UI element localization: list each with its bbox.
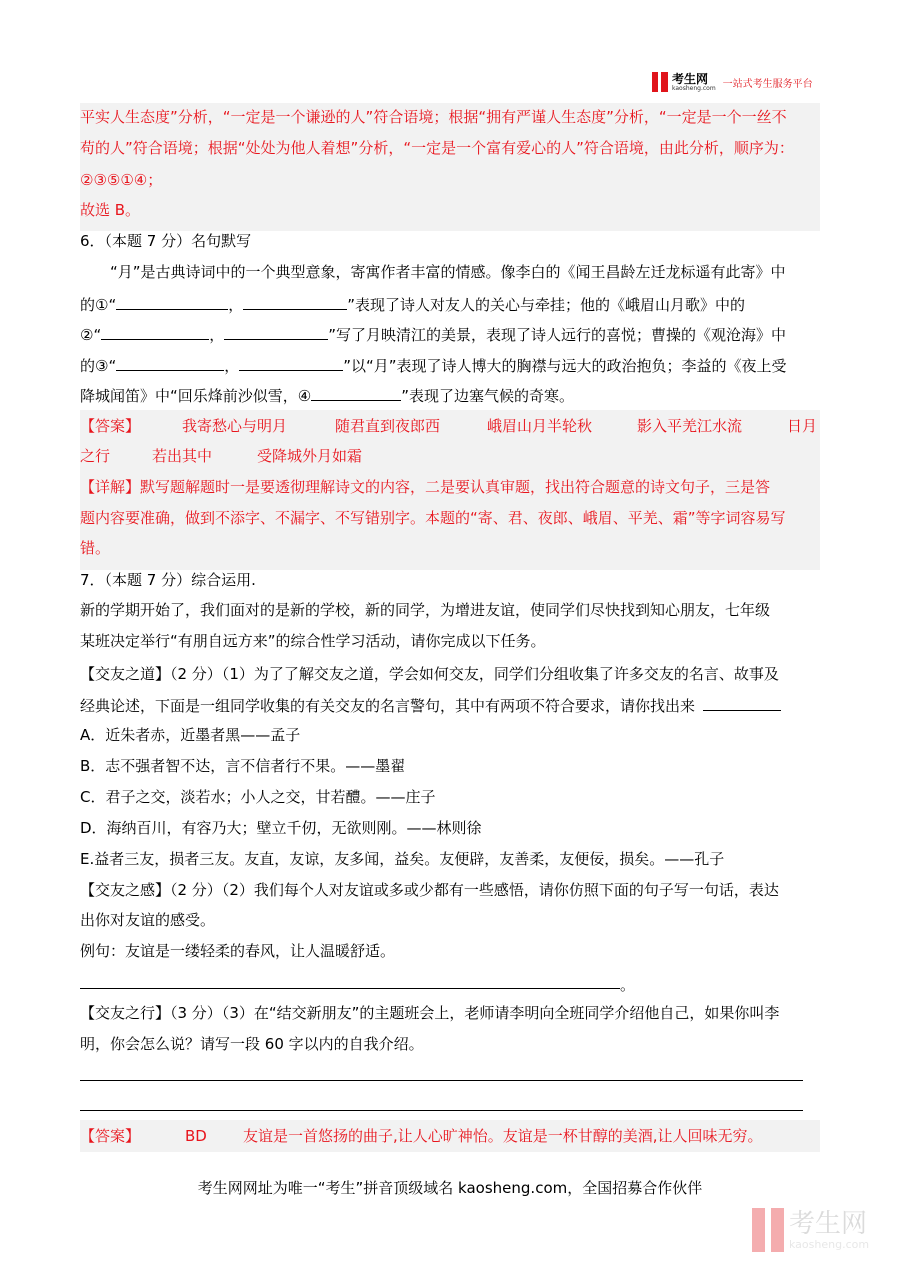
q6-text: 的①“ — [80, 296, 117, 314]
option-a: A．近朱者赤，近墨者黑——孟子 — [80, 726, 301, 744]
answer-label: 【答案】 — [80, 1127, 141, 1145]
answer-choice: BD — [185, 1127, 207, 1145]
q6-text: ， — [228, 296, 244, 314]
q7-intro: 某班决定举行“有朋自远方来”的综合性学习活动，请你完成以下任务。 — [80, 632, 546, 650]
q6-text: ②“ — [80, 326, 102, 344]
prev-answer-line: 故选 B。 — [80, 201, 141, 219]
answer-item: 受降城外月如霜 — [257, 447, 363, 465]
q6-text: ”以“月”表现了诗人博大的胸襟与远大的政治抱负；李益的《夜上受 — [343, 357, 787, 375]
q6-text: ， — [224, 357, 240, 375]
logo-domain: kaosheng.com — [672, 84, 716, 92]
answer-item: 影入平羌江水流 — [637, 417, 743, 435]
task1-answer-blank[interactable] — [703, 694, 781, 711]
blank-2b[interactable] — [224, 323, 328, 340]
q6-title: 6．（本题 7 分）名句默写 — [80, 232, 252, 250]
answer-item: 峨眉山月半轮秋 — [487, 417, 593, 435]
task3-answer-line[interactable] — [80, 1080, 803, 1081]
task3-answer-line[interactable] — [80, 1110, 803, 1111]
q7-task1: 【交友之道】（2 分）（1）为了了解交友之道，学会如何交友，同学们分组收集了许多交友的名言、故事及 — [80, 665, 779, 683]
answer-item: 之行 — [80, 447, 111, 465]
q7-title: 7．（本题 7 分）综合运用. — [80, 571, 256, 589]
q7-task1: 经典论述，下面是一组同学收集的有关交友的名言警句，其中有两项不符合要求，请你找出来 — [80, 697, 696, 715]
q6-text: ， — [209, 326, 225, 344]
footer-text: 考生网网址为唯一“考生”拼音顶级域名 kaosheng.com，全国招募合作伙伴 — [197, 1179, 703, 1197]
answer-item: 随君直到夜郎西 — [335, 417, 441, 435]
detail-text: 默写题解题时一是要透彻理解诗文的内容，二是要认真审题，找出符合题意的诗文句子，三是答 — [140, 478, 771, 496]
period: 。 — [620, 976, 636, 994]
detail-text: 错。 — [80, 539, 111, 557]
answer-item: 我寄愁心与明月 — [182, 417, 288, 435]
q6-text: “月”是古典诗词中的一个典型意象，寄寓作者丰富的情感。像李白的《闻王昌龄左迁龙标遥有此寄》中 — [110, 263, 786, 281]
logo-mark-icon — [652, 72, 668, 92]
blank-3a[interactable] — [116, 354, 224, 371]
kaosheng-watermark — [752, 1208, 869, 1252]
option-c: C．君子之交，淡若水；小人之交，甘若醴。——庄子 — [80, 788, 436, 806]
watermark-domain: kaosheng.com — [789, 1237, 870, 1251]
answer-item: 若出其中 — [152, 447, 213, 465]
q6-text: 降城闻笛》中“回乐烽前沙似雪，④ — [80, 387, 312, 405]
watermark-logo-icon — [752, 1208, 784, 1252]
watermark-name: 考生网 — [789, 1208, 868, 1239]
detail-label: 【详解】 — [80, 478, 141, 496]
q6-text: ”写了月映清江的美景，表现了诗人远行的喜悦；曹操的《观沧海》中 — [328, 326, 787, 344]
blank-3b[interactable] — [239, 354, 343, 371]
answer-item: 日月 — [787, 417, 818, 435]
answer-text: 友谊是一首悠扬的曲子,让人心旷神怡。友谊是一杯甘醇的美酒,让人回味无穷。 — [243, 1127, 763, 1145]
detail-text: 题内容要准确，做到不添字、不漏字、不写错别字。本题的“寄、君、夜郎、峨眉、平羌、霜”等字词容易写 — [80, 509, 786, 527]
task2-answer-line[interactable] — [80, 988, 620, 989]
kaosheng-logo — [652, 72, 813, 92]
option-d: D．海纳百川，有容乃大；壁立千仞，无欲则刚。——林则徐 — [80, 819, 482, 837]
q7-task2: 【交友之感】（2 分）（2）我们每个人对友谊或多或少都有一些感悟，请你仿照下面的句子写一句话，表达 — [80, 881, 779, 899]
q6-text: ”表现了边塞气候的奇寒。 — [401, 387, 575, 405]
q7-task3: 明，你会怎么说？请写一段 60 字以内的自我介绍。 — [80, 1035, 424, 1053]
blank-1a[interactable] — [116, 293, 228, 310]
blank-4[interactable] — [311, 384, 401, 401]
logo-name: 考生网 — [672, 71, 709, 86]
option-b: B．志不强者智不达，言不信者行不果。——墨翟 — [80, 757, 406, 775]
option-e: E.益者三友，损者三友。友直，友谅，友多闻，益矣。友便辟，友善柔，友便佞，损矣。——孔子 — [80, 850, 725, 868]
answer-label: 【答案】 — [80, 417, 141, 435]
prev-answer-line: 苟的人”符合语境；根据“处处为他人着想”分析，“一定是一个富有爱心的人”符合语境，由此分析，顺序为： — [80, 139, 794, 157]
header-slogan: 一站式考生服务平台 — [722, 78, 813, 90]
q6-text: ”表现了诗人对友人的关心与牵挂；他的《峨眉山月歌》中的 — [347, 296, 746, 314]
prev-answer-line: ②③⑤①④； — [80, 171, 163, 189]
q6-text: 的③“ — [80, 357, 117, 375]
q7-intro: 新的学期开始了，我们面对的是新的学校，新的同学，为增进友谊，使同学们尽快找到知心朋友，七年级 — [80, 601, 771, 619]
q7-task3: 【交友之行】（3 分）（3）在“结交新朋友”的主题班会上，老师请李明向全班同学介绍他自己，如果你叫李 — [80, 1004, 780, 1022]
blank-2a[interactable] — [101, 323, 209, 340]
blank-1b[interactable] — [243, 293, 347, 310]
q7-example: 例句：友谊是一缕轻柔的春风，让人温暖舒适。 — [80, 942, 396, 960]
prev-answer-line: 平实人生态度”分析，“一定是一个谦逊的人”符合语境；根据“拥有严谨人生态度”分析，“一定是一个一丝不 — [80, 108, 787, 126]
q7-task2: 出你对友谊的感受。 — [80, 911, 216, 929]
